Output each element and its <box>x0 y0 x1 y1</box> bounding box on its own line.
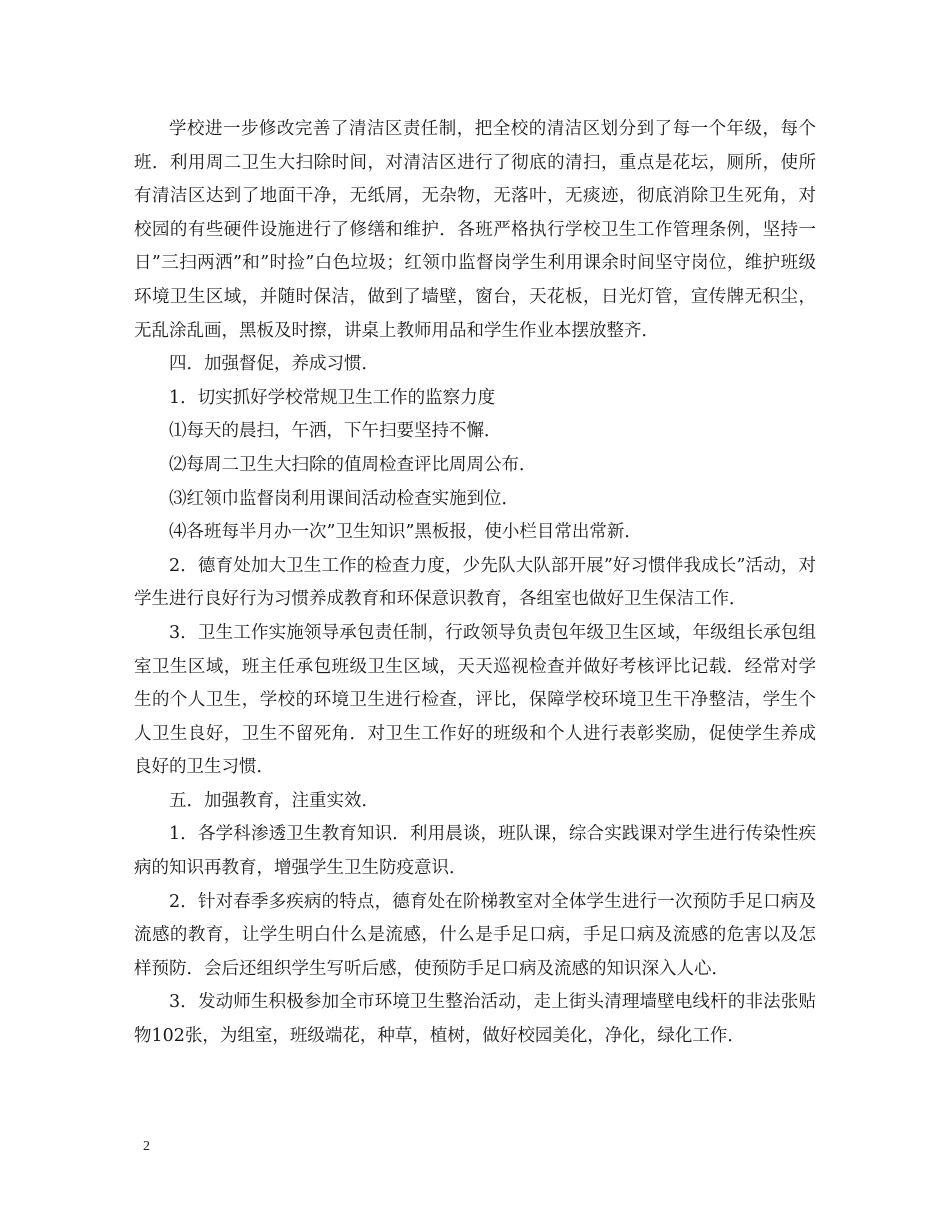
paragraph-item-3: 3．卫生工作实施领导承包责任制，行政领导负责包年级卫生区域，年级组长承包组室卫生区域，班主任承包班级卫生区域，天天巡视检查并做好考核评比记载．经常对学生的个人卫生，学校的环境卫生进行检查，评比，保障学校环境卫生干净整洁，学生个人卫生良好，卫生不留死角．对卫生工作好的班级和个人进行表彰奖励，促使学生养成良好的卫生习惯． <box>134 622 816 778</box>
section-heading-supervision: 四．加强督促，养成习惯． <box>169 354 379 375</box>
paragraph-subitem-1: ⑴每天的晨扫，午洒，下午扫要坚持不懈． <box>169 421 502 442</box>
paragraph-education-3: 3．发动师生积极参加全市环境卫生整治活动，走上街头清理墙壁电线杆的非法张贴物102张，为组室，班级端花，种草，植树，做好校园美化，净化，绿化工作． <box>134 992 816 1047</box>
paragraph-subitem-4: ⑷各班每半月办一次”卫生知识”黑板报，使小栏目常出常新． <box>169 522 642 543</box>
paragraph-education-2: 2．针对春季多疾病的特点，德育处在阶梯教室对全体学生进行一次预防手足口病及流感的教育，让学生明白什么是流感，什么是手足口病，手足口病及流感的危害以及怎样预防．会后还组织学生写听后感，使预防手足口病及流感的知识深入人心． <box>134 891 816 979</box>
paragraph-item-1: 1．切实抓好学校常规卫生工作的监察力度 <box>169 387 496 408</box>
paragraph-cleaning-zones: 学校进一步修改完善了清洁区责任制，把全校的清洁区划分到了每一个年级，每个班．利用周二卫生大扫除时间，对清洁区进行了彻底的清扫，重点是花坛，厕所，使所有清洁区达到了地面干净，无纸屑，无杂物，无落叶，无痰迹，彻底消除卫生死角，对校园的有些硬件设施进行了修缮和维护．各班严格执行学校卫生工作管理条例，坚持一日”三扫两洒”和”时捡”白色垃圾；红领巾监督岗学生利用课余时间坚守岗位，维护班级环境卫生区域，并随时保洁，做到了墙壁，窗台，天花板，日光灯管，宣传牌无积尘，无乱涂乱画，黑板及时擦，讲桌上教师用品和学生作业本摆放整齐． <box>134 119 816 341</box>
section-heading-education: 五．加强教育，注重实效． <box>169 790 379 811</box>
paragraph-subitem-3: ⑶红领巾监督岗利用课间活动检查实施到位． <box>169 488 519 509</box>
document-body <box>134 113 816 1054</box>
page-number: 2 <box>143 1139 150 1154</box>
paragraph-subitem-2: ⑵每周二卫生大扫除的值周检查评比周周公布． <box>169 454 537 475</box>
paragraph-education-1: 1．各学科渗透卫生教育知识．利用晨谈，班队课，综合实践课对学生进行传染性疾病的知识再教育，增强学生卫生防疫意识． <box>134 824 816 879</box>
paragraph-item-2: 2．德育处加大卫生工作的检查力度，少先队大队部开展”好习惯伴我成长”活动，对学生进行良好行为习惯养成教育和环保意识教育，各组室也做好卫生保洁工作． <box>134 555 816 610</box>
